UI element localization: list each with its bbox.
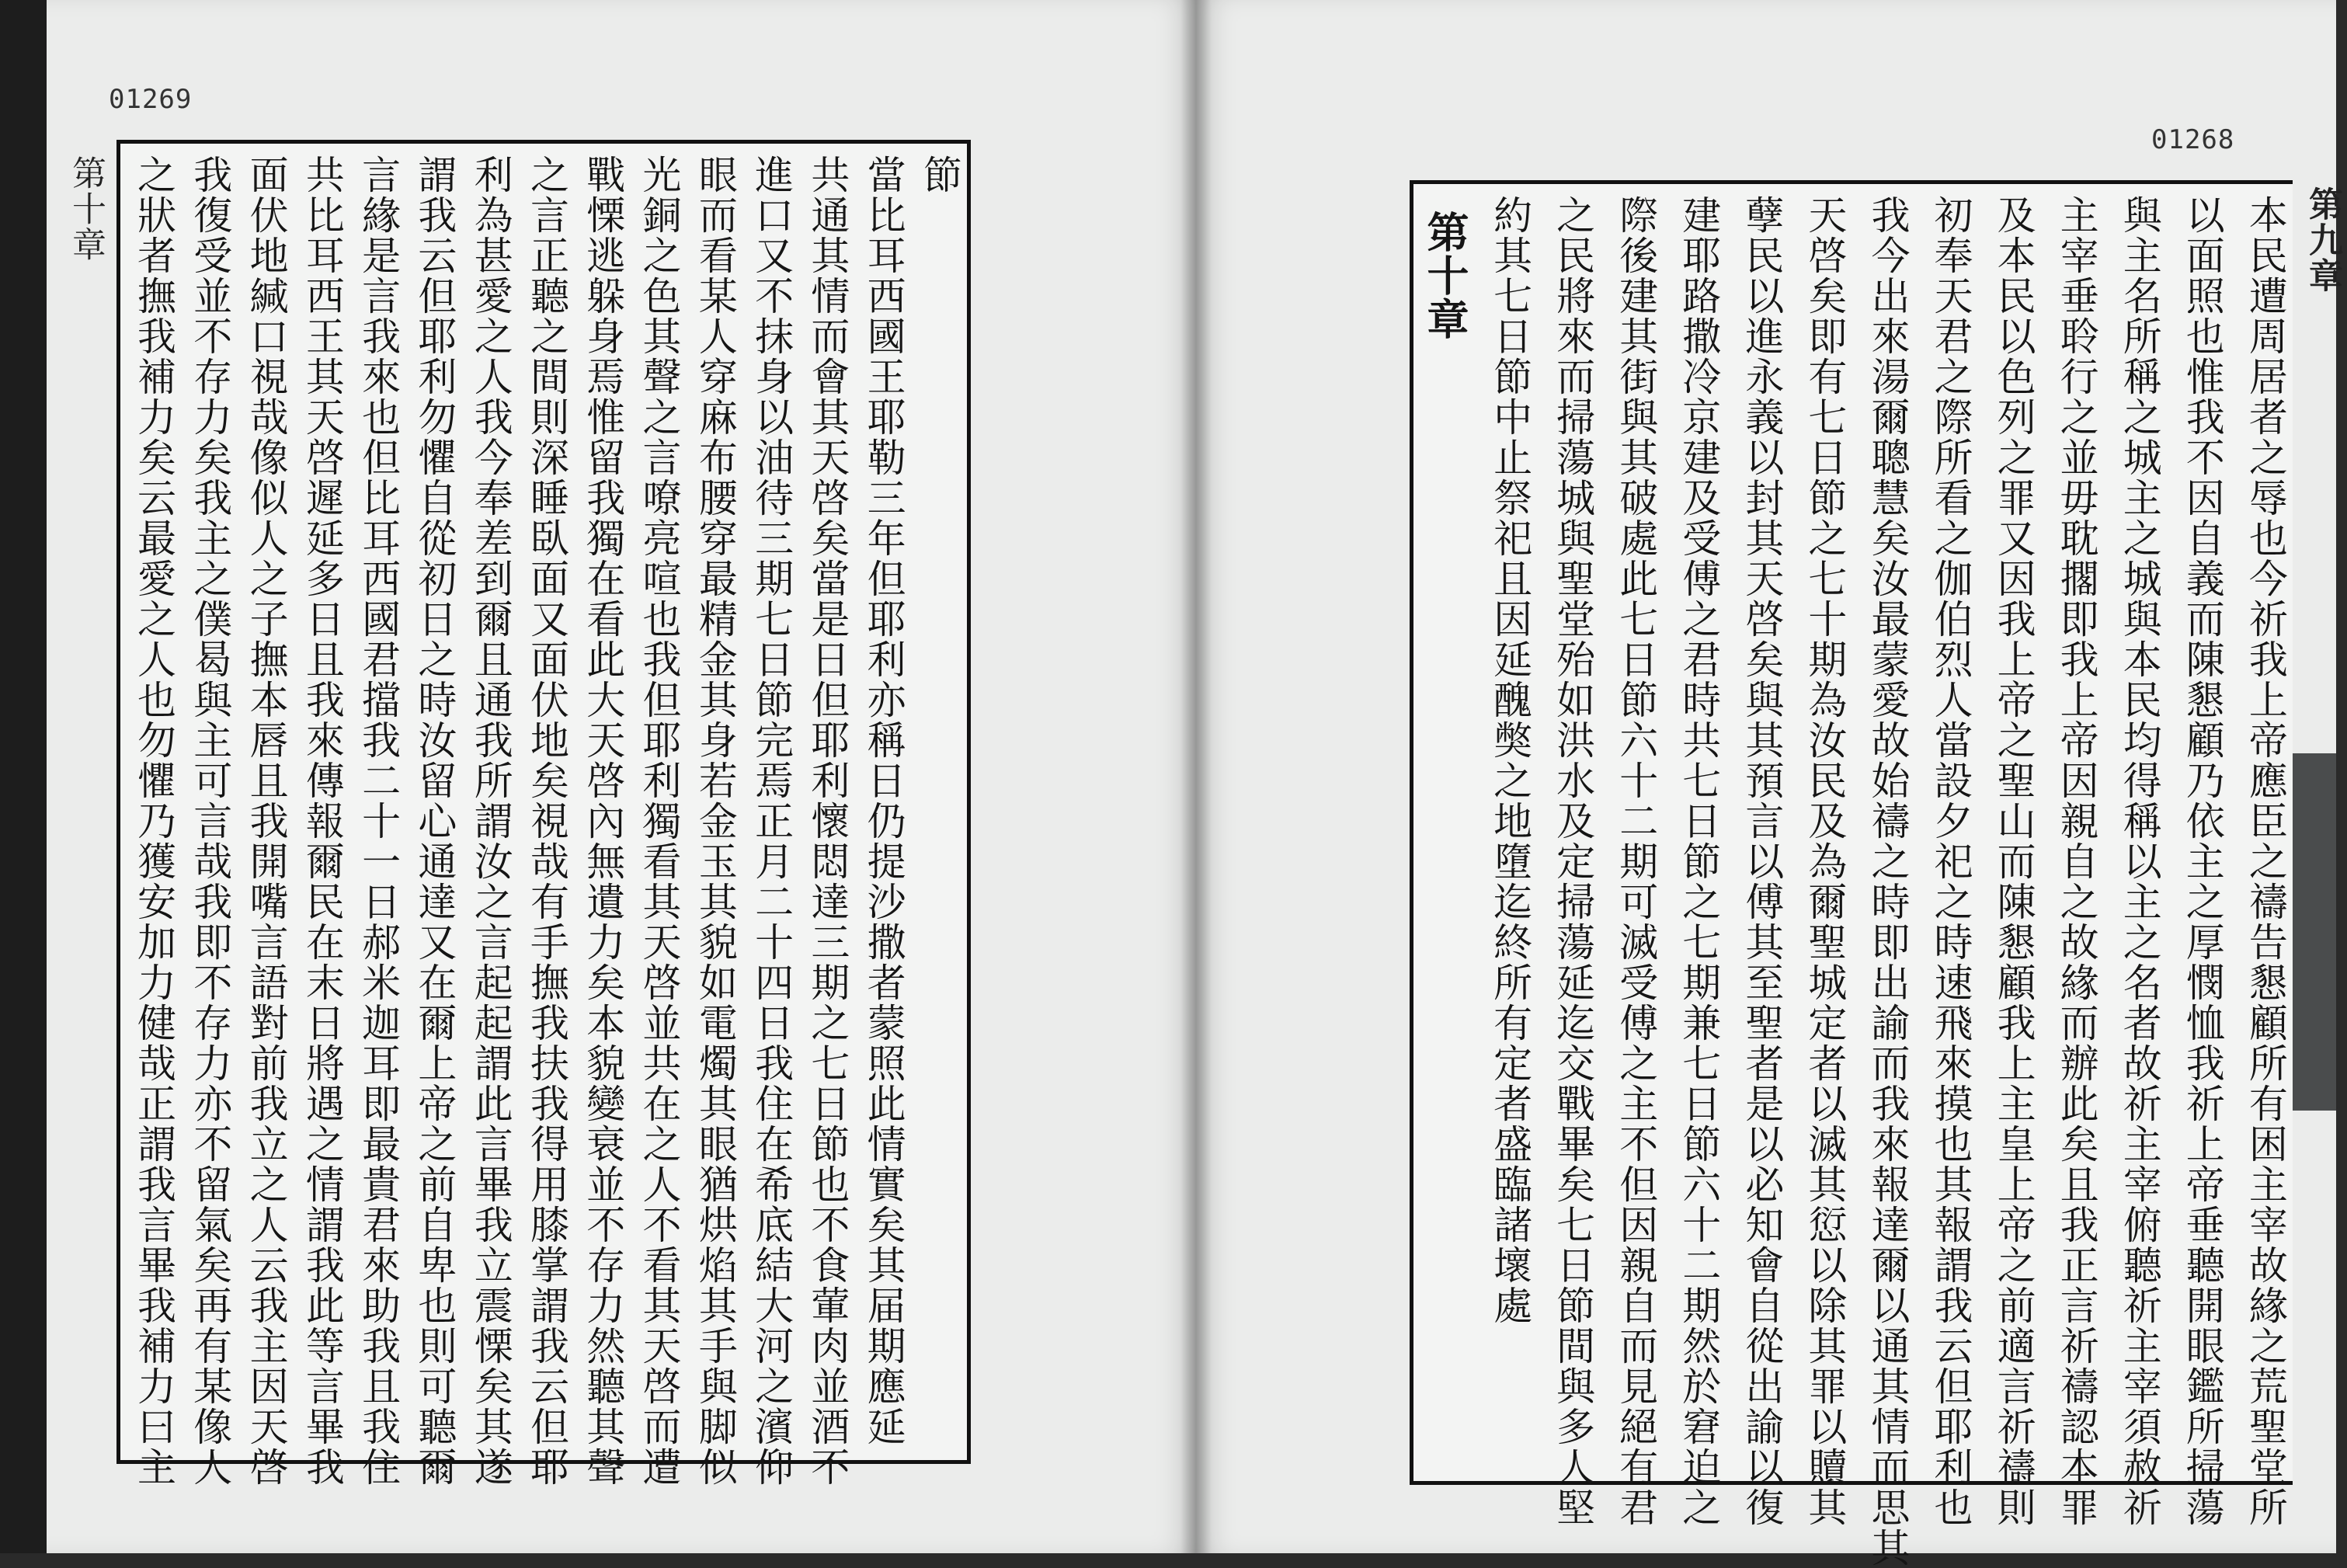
left-text-columns (128, 155, 962, 1487)
text-column: 光銅之色其聲之言嘹亮喧也我但耶利獨看其天啓並共在之人不看其天啓而遭 (636, 155, 682, 1487)
left-text-block (116, 140, 971, 1487)
left-page-number: 01269 (109, 84, 193, 115)
text-column: 孽民以進永義以封其天啓矣與其預言以傅其至聖者是以必知會自從出諭以復 (1739, 195, 1785, 1528)
text-column: 本民遭周居者之辱也今祈我上帝應臣之禱告懇顧所有困主宰故緣之荒聖堂所 (2242, 195, 2288, 1528)
text-column: 第十章 (1420, 210, 1470, 341)
text-column: 之民將來而掃蕩城與聖堂殆如洪水及定掃蕩延迄交戰畢矣七日節間與多人堅 (1550, 195, 1596, 1528)
text-column: 共比耳西王其天啓遲延多日且我來傳報爾民在末日將遇之情謂我此等言畢我 (299, 155, 345, 1487)
left-margin-chapter: 第十章 (66, 155, 106, 262)
book-gutter (1180, 0, 1212, 1553)
text-column: 建耶路撒冷京建及受傅之君時共七日節之七期兼七日節六十二期然於窘迫之 (1676, 195, 1722, 1528)
text-column: 與主名所稱之城主之城與本民均得稱以主之名者故祈主宰俯聽祈主宰須赦祈 (2116, 195, 2162, 1528)
text-column: 約其七日節中止祭祀且因延醜獘之地墮迄終所有定者盛臨諸壞處 (1487, 195, 1533, 1326)
text-column: 謂我云但耶利勿懼自從初日之時汝留心通達又在爾上帝之前自卑也則可聽爾 (412, 155, 457, 1487)
text-column: 及本民以色列之罪又因我上帝之聖山而陳懇顧我上主皇上帝之前適言祈禱則 (1991, 195, 2036, 1528)
text-column: 之言正聽之間則深睡臥面又面伏地矣視哉有手撫我扶我得用膝掌謂我云但耶 (523, 155, 569, 1487)
text-column: 天啓矣即有七日節之七十期為汝民及為爾聖城定者以滅其愆以除其罪以贖其 (1802, 195, 1848, 1528)
right-text-columns (1420, 195, 2288, 1568)
background-strip (0, 0, 47, 1553)
text-column: 主宰垂聆行之並毋耽擱即我上帝因親自之故緣而辦此矣且我正言祈禱認本罪 (2053, 195, 2099, 1528)
text-column: 進口又不抹身以油待三期七日節完焉正月二十四日我住在希底結大河之濱仰 (749, 155, 795, 1487)
right-text-block (1410, 180, 2293, 1568)
text-column: 之狀者撫我補力矣云最愛之人也勿懼乃獲安加力健哉正謂我言畢我補力曰主 (131, 155, 176, 1487)
right-page-number: 01268 (2151, 124, 2235, 155)
text-column: 際後建其街與其破處此七日節六十二期可滅受傅之主不但因親自而見絕有君 (1613, 195, 1659, 1528)
text-column: 言緣是言我來也但比耳西國君擋我二十一日郝米迦耳即最貴君來助我且我住 (356, 155, 402, 1487)
text-column: 戰慄逃躲身焉惟留我獨在看此大天啓內無遺力矣本貌變衰並不存力然聽其聲 (580, 155, 626, 1487)
text-column: 面伏地緘口視哉像似人之子撫本唇且我開嘴言語對前我立之人云我主因天啓 (243, 155, 289, 1487)
page-tab-marker (2293, 753, 2336, 1111)
right-margin-chapter: 第九章 (2303, 186, 2342, 294)
text-column: 初奉天君之際所看之伽伯烈人當設夕祀之時速飛來摸也其報謂我云但耶利也 (1928, 195, 1973, 1528)
text-column: 節 (916, 155, 962, 195)
text-column: 當比耳西國王耶勒三年但耶利亦稱日仍提沙撒者蒙照此情實矣其届期應延 (861, 155, 906, 1447)
text-column: 我復受並不存力矣我主之僕曷與主可言哉我即不存力亦不留氣矣再有某像人 (187, 155, 233, 1487)
text-column: 我今出來湯爾聰慧矣汝最蒙愛故始禱之時即出諭而我來報達爾以通其情而思其 (1865, 195, 1911, 1568)
text-column: 眼而看某人穿麻布腰穿最精金其身若金玉其貌如電燭其眼猶烘焰其手與脚似 (692, 155, 738, 1487)
text-column: 以面照也惟我不因自義而陳懇顧乃依主之厚憫恤我祈上帝垂聽開眼鑑所掃蕩 (2179, 195, 2225, 1528)
text-column: 共通其情而會其天啓矣當是日但耶利懷悶達三期之七日節也不食葷肉並酒不 (805, 155, 850, 1487)
text-column: 利為甚愛之人我今奉差到爾且通我所謂汝之言起起謂此言畢我立震慄矣其遂 (468, 155, 513, 1487)
